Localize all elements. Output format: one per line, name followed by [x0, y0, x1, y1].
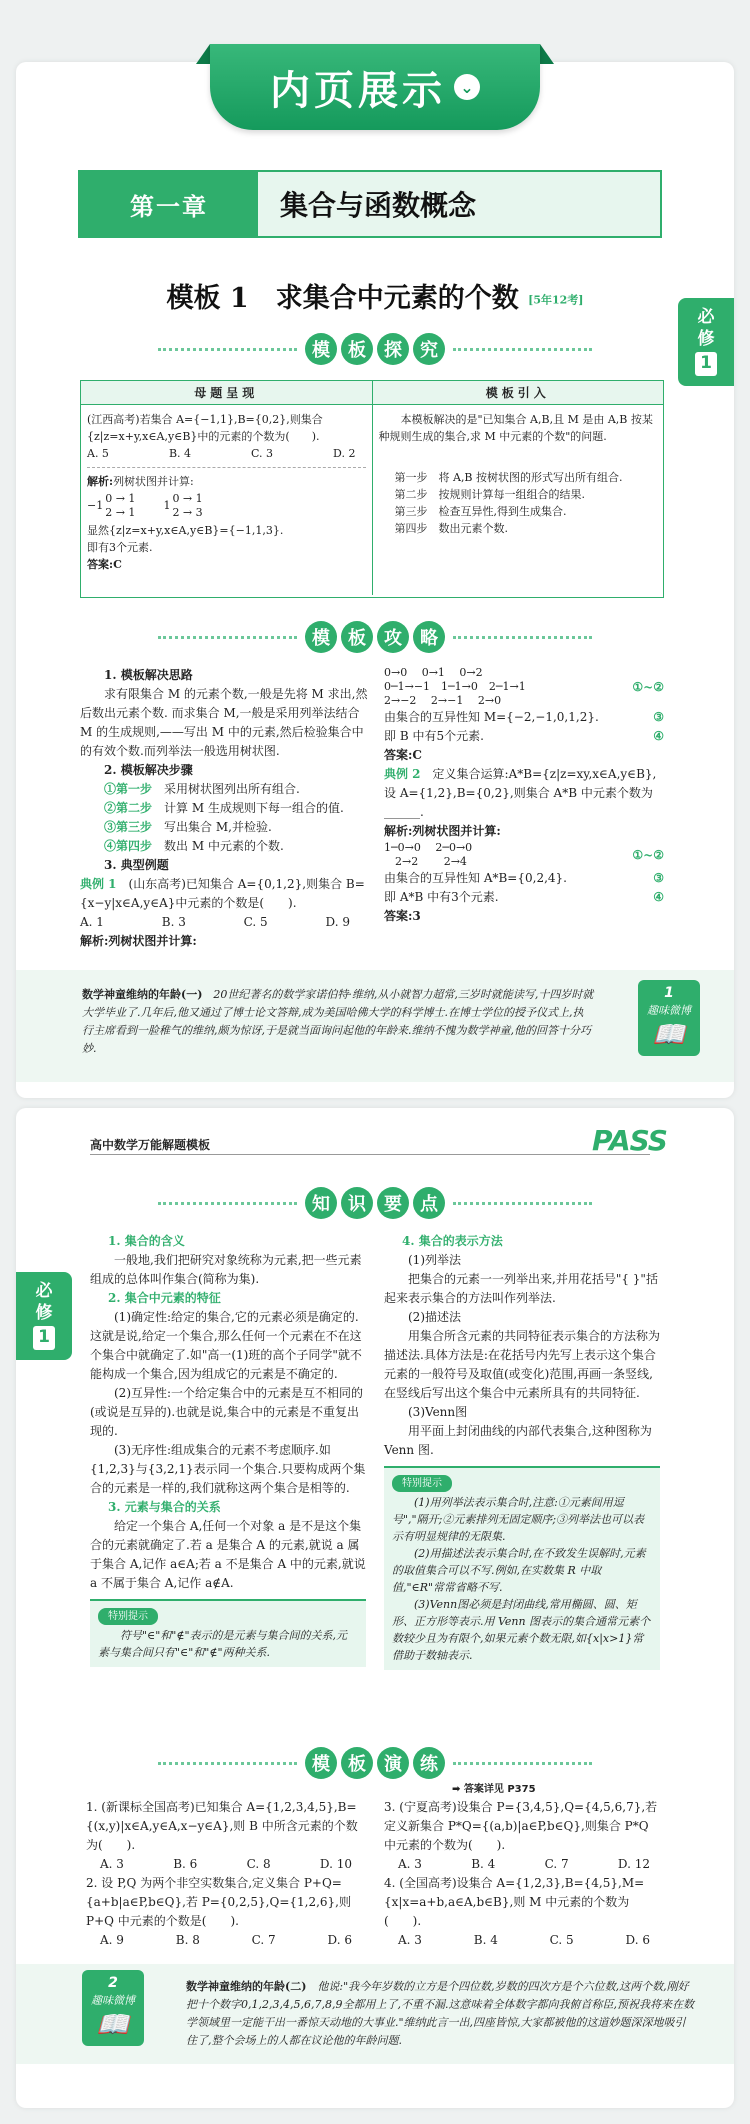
- heading-char: 点: [413, 1187, 445, 1219]
- heading-char: 要: [377, 1187, 409, 1219]
- option: C. 5: [549, 1933, 574, 1947]
- tip-text: 符号"∈"和"∉"表示的是元素与集合间的关系,元素与集合间只有"∈"和"∉"两种关系.: [98, 1629, 348, 1659]
- tree-diagram: 0→0 0→1 0→2 0─1→−1 1─1→0 2─1→1 2→−2 2→−1 2→0: [384, 666, 526, 707]
- sub-sub-heading: (1)列举法: [408, 1253, 461, 1267]
- paragraph: 用集合所含元素的共同特征表示集合的方法称为描述法.具体方法是:在花括号内先写上表示这个集合元素的一般符号及取值(或变化)范围,再画一条竖线,在竖线后写出这个集合中元素所具有的共同特征.: [384, 1329, 661, 1400]
- step-item: 第三步 检查互异性,得到生成集合.: [394, 505, 567, 518]
- table-header-problem: 母题呈现: [81, 381, 373, 404]
- divider: [453, 348, 592, 351]
- option: A. 9: [100, 1933, 124, 1947]
- badge-label: 趣味微博: [647, 1004, 691, 1017]
- analysis-line: 解析:列树状图并计算:: [384, 824, 501, 838]
- note-title: 数学神童维纳的年龄(一): [82, 988, 203, 1001]
- paragraph: (2)互异性:一个给定集合中的元素是互不相同的(或说是互异的).也就是说,集合中的元素是不重复出现的.: [90, 1386, 364, 1438]
- paragraph: (3)无序性:组成集合的元素不考虑顺序.如{1,2,3}与{3,2,1}表示同一个集合.只要构成两个集合的元素是一样的,我们就称这两个集合是相等的.: [90, 1443, 366, 1495]
- tip-text: (1)用列举法表示集合时,注意:①元素间用逗号","隔开;②元素排列无固定顺序;③列举法也可以表示有明显规律的无限集.: [392, 1496, 645, 1543]
- side-tab-char: 必: [697, 307, 715, 327]
- tip-tag: 特别提示: [98, 1608, 158, 1625]
- side-tab-required-1[interactable]: [678, 298, 734, 386]
- tip-tag: 特别提示: [392, 1475, 452, 1492]
- tree-branch: 0 → 1: [105, 492, 136, 505]
- step-item: 第二步 按规则计算每一组组合的结果.: [394, 488, 585, 501]
- answer-line: 答案:3: [384, 909, 421, 923]
- divider: [158, 1202, 297, 1205]
- result-line: 由集合的互异性知 M={−2,−1,0,1,2}.: [384, 710, 599, 724]
- fun-fact-note-1: [16, 970, 734, 1082]
- divider: [90, 1154, 650, 1155]
- heading-char: 识: [341, 1187, 373, 1219]
- option: A. 3: [398, 1857, 422, 1871]
- tree-root: 1: [163, 499, 171, 512]
- tree-branch: 0 → 1: [172, 492, 203, 505]
- heading-char: 探: [377, 333, 409, 365]
- paragraph: 把集合的元素一一列举出来,并用花括号"{ }"括起来表示集合的方法叫作列举法.: [384, 1272, 658, 1305]
- paragraph: 求有限集合 M 的元素个数,一般是先将 M 求出,然后数出元素个数. 而求集合 M,一般是采用列举法结合 M 的生成规则,——写出 M 中的元素,然后检验集合中的有效个数.而列举法一般选用树状图.: [80, 687, 368, 758]
- badge-label: 趣味微博: [91, 1994, 135, 2007]
- side-tab-required-1[interactable]: [16, 1272, 72, 1360]
- tree-diagram: [87, 490, 366, 522]
- result-line: 由集合的互异性知 A*B={0,2,4}.: [384, 871, 567, 885]
- step-mark: ①~②: [632, 679, 664, 694]
- fun-fact-note-2: [16, 1964, 734, 2064]
- tip-text: (3)Venn图必须是封闭曲线,常用椭圆、圆、矩形、正方形等表示.用 Venn 图表示的集合通常元素个数较少且为有限个,如果元素个数无限,如{x|x>1}常借助于数轴表示.: [392, 1598, 651, 1662]
- book-icon: 📖: [96, 2010, 130, 2040]
- side-tab-number: 1: [33, 1326, 55, 1350]
- option: B. 4: [473, 1933, 498, 1947]
- sub-heading: 3. 典型例题: [104, 858, 169, 872]
- step-text: 写出集合 M,并检验.: [164, 820, 272, 834]
- sub-heading: 4. 集合的表示方法: [402, 1234, 503, 1248]
- sub-sub-heading: (2)描述法: [408, 1310, 461, 1324]
- result-line: 即 B 中有5个元素.: [384, 729, 484, 743]
- section-heading-practice: [150, 1746, 600, 1780]
- answer-value: C: [113, 558, 122, 571]
- answer-reference-link[interactable]: ➡ 答案详见 P375: [452, 1784, 536, 1795]
- step-item: 第四步 数出元素个数.: [394, 522, 508, 535]
- heading-char: 模: [305, 333, 337, 365]
- heading-char: 板: [341, 1747, 373, 1779]
- tip-box: [384, 1466, 660, 1670]
- option: D. 6: [327, 1933, 352, 1947]
- heading-char: 演: [377, 1747, 409, 1779]
- table-header-intro: 模板引入: [485, 386, 550, 400]
- problem-text: (江西高考)若集合 A={−1,1},B={0,2},则集合{z|z=x+y,x∈A,y∈B}中的元素的个数为( ).: [87, 413, 323, 443]
- step-tag: ②第二步: [104, 801, 153, 815]
- step-mark: ①~②: [632, 847, 664, 862]
- divider: [158, 636, 297, 639]
- problem-column: [81, 405, 373, 595]
- example-text: (山东高考)已知集合 A={0,1,2},则集合 B={x−y|x∈A,y∈A}中元素的个数是( ).: [80, 877, 365, 910]
- running-header: 高中数学万能解题模板: [90, 1138, 211, 1152]
- side-tab-char: 修: [697, 329, 715, 349]
- option: B. 6: [173, 1857, 198, 1871]
- analysis-text: 列树状图并计算:: [113, 475, 194, 488]
- paragraph: 给定一个集合 A,任何一个对象 a 是不是这个集合的元素就确定了.若 a 是集合 A 的元素,就说 a 属于集合 A,记作 a∈A;若 a 不是集合 A 中的元素,就说 a 不属于集合 A,记作 a∉A.: [90, 1519, 366, 1590]
- weibo-badge: [638, 980, 700, 1056]
- option: A. 5: [87, 447, 109, 460]
- sub-heading: 2. 模板解决步骤: [104, 763, 193, 777]
- option: C. 7: [544, 1857, 569, 1871]
- option: D. 2: [333, 447, 356, 460]
- option: D. 9: [325, 915, 350, 929]
- badge-number: 1: [664, 985, 674, 1001]
- paragraph: 一般地,我们把研究对象统称为元素,把一些元素组成的总体叫作集合(简称为集).: [90, 1253, 362, 1286]
- step-text: 计算 M 生成规则下每一组合的值.: [164, 801, 344, 815]
- template-explore-table: [80, 380, 664, 598]
- step-mark: ④: [653, 729, 664, 743]
- step-mark: ④: [653, 890, 664, 904]
- header-banner: [210, 44, 540, 130]
- tree-root: −1: [87, 499, 104, 512]
- template-title: [0, 276, 750, 315]
- sub-sub-heading: (3)Venn图: [408, 1405, 468, 1419]
- book-icon: 📖: [652, 1020, 686, 1050]
- tree-diagram: 1─0→0 2─0→0 2→2 2→4: [384, 841, 473, 868]
- section-heading-explore: [150, 332, 600, 366]
- heading-char: 板: [341, 333, 373, 365]
- badge-number: 2: [108, 1975, 118, 1991]
- divider: [158, 1762, 297, 1765]
- chapter-title: 集合与函数概念: [280, 189, 477, 222]
- problem-options: [87, 445, 366, 462]
- answer-line: 答案:C: [384, 748, 422, 762]
- heading-char: 练: [413, 1747, 445, 1779]
- analysis-label: 解析:: [87, 475, 114, 488]
- divider: [453, 1762, 592, 1765]
- heading-char: 攻: [377, 621, 409, 653]
- step-mark: ③: [653, 871, 664, 885]
- option: D. 12: [617, 1857, 650, 1871]
- divider: [87, 467, 366, 468]
- exam-count-badge: [5年12考]: [528, 293, 584, 307]
- tree-branch: 2 → 1: [105, 506, 136, 519]
- conclusion-line: 显然{z|z=x+y,x∈A,y∈B}={−1,1,3}.: [87, 524, 284, 537]
- exercise-options: [384, 1931, 664, 1950]
- side-tab-number: 1: [695, 352, 717, 376]
- sub-heading: 3. 元素与集合的关系: [108, 1500, 221, 1514]
- example-text: 定义集合运算:A*B={z|z=xy,x∈A,y∈B},设 A={1,2},B={0,2},则集合 A*B 中元素个数为______.: [384, 767, 657, 819]
- intro-column: [373, 405, 664, 595]
- section-heading-knowledge: [150, 1186, 600, 1220]
- option: A. 3: [398, 1933, 422, 1947]
- tip-text: (2)用描述法表示集合时,在不致发生误解时,元素的取值集合可以不写.例如,在实数集 R 中取值,"∈R"常常省略不写.: [392, 1547, 646, 1594]
- intro-text: 本模板解决的是"已知集合 A,B,且 M 是由 A,B 按某种规则生成的集合,求 M 中元素的个数"的问题.: [378, 413, 653, 443]
- option: C. 5: [243, 915, 268, 929]
- banner-title: 内页展示: [270, 67, 446, 114]
- tree-branch: 2 → 3: [172, 506, 203, 519]
- result-line: 即 A*B 中有3个元素.: [384, 890, 499, 904]
- paragraph: (1)确定性:给定的集合,它的元素必须是确定的.这就是说,给定一个集合,那么任何一个元素在不在这个集合中就确定了.如"高一(1)班的高个子同学"就不能构成一个集合,因为组成它的元素是不确定的.: [90, 1310, 362, 1381]
- step-list: [80, 780, 370, 856]
- example-tag: 典例 1: [80, 877, 117, 891]
- tree-row: [384, 841, 664, 869]
- template-title-text: 模板 1 求集合中元素的个数: [166, 283, 519, 314]
- chapter-number: 第一章: [80, 172, 258, 236]
- step-tag: ③第三步: [104, 820, 153, 834]
- exercise-options: [86, 1855, 366, 1874]
- heading-char: 模: [305, 1747, 337, 1779]
- option: D. 6: [625, 1933, 650, 1947]
- note-title: 数学神童维纳的年龄(二): [186, 1980, 307, 1993]
- knowledge-left-column: [90, 1232, 366, 1667]
- step-text: 数出 M 中元素的个数.: [164, 839, 284, 853]
- exercise-options: [384, 1855, 664, 1874]
- option: B. 4: [168, 447, 192, 460]
- side-tab-char: 修: [35, 1303, 53, 1323]
- sub-heading: 2. 集合中元素的特征: [108, 1291, 221, 1305]
- example-tag: 典例 2: [384, 767, 421, 781]
- step-tag: ①第一步: [104, 782, 153, 796]
- sub-heading: 1. 集合的含义: [108, 1234, 185, 1248]
- step-mark: ③: [653, 710, 664, 724]
- tree-row: [384, 666, 664, 708]
- knowledge-right-column: [384, 1232, 660, 1670]
- example-options: [80, 913, 370, 932]
- conclusion-line: 即有3个元素.: [87, 541, 153, 554]
- exercise-question: 4. (全国高考)设集合 A={1,2,3},B={4,5},M={x|x=a+b,a∈A,b∈B},则 M 中元素的个数为( ).: [384, 1876, 645, 1928]
- exercise-question: 3. (宁夏高考)设集合 P={3,4,5},Q={4,5,6,7},若定义新集合 P*Q={(a,b)|a∈P,b∈Q},则集合 P*Q 中元素的个数为( ).: [384, 1800, 658, 1852]
- intro-steps: [379, 469, 658, 537]
- chapter-bar: [78, 170, 662, 238]
- option: D. 10: [319, 1857, 352, 1871]
- divider: [158, 348, 297, 351]
- sub-heading: 1. 模板解决思路: [104, 668, 193, 682]
- step-tag: ④第四步: [104, 839, 153, 853]
- heading-char: 板: [341, 621, 373, 653]
- heading-char: 究: [413, 333, 445, 365]
- pass-logo: PASS: [592, 1124, 667, 1157]
- option: B. 3: [161, 915, 186, 929]
- practice-left-column: [86, 1798, 366, 1950]
- practice-right-column: [384, 1798, 664, 1950]
- exercise-options: [86, 1931, 366, 1950]
- chevron-down-icon[interactable]: ⌄: [454, 74, 480, 100]
- note-text: 20世纪著名的数学家诺伯特·维纳,从小就智力超常,三岁时就能读写,十四岁时就大学毕业了.几年后,他又通过了博士论文答辩,成为美国哈佛大学的科学博士.在博士学位的授予仪式上,执行主席看到一脸稚气的维纳,颇为惊讶,于是就当面询问起他的年龄来.维纳不愧为数学神童,他的回答十分巧妙.: [82, 988, 594, 1055]
- divider: [453, 1202, 592, 1205]
- step-text: 采用树状图列出所有组合.: [164, 782, 300, 796]
- side-tab-char: 必: [35, 1281, 53, 1301]
- weibo-badge: [82, 1970, 144, 2046]
- option: B. 4: [471, 1857, 496, 1871]
- tip-box: [90, 1599, 366, 1667]
- option: C. 3: [251, 447, 274, 460]
- divider: [453, 636, 592, 639]
- paragraph: 用平面上封闭曲线的内部代表集合,这种图称为 Venn 图.: [384, 1424, 652, 1457]
- heading-char: 知: [305, 1187, 337, 1219]
- exercise-question: 1. (新课标全国高考)已知集合 A={1,2,3,4,5},B={(x,y)|x∈A,y∈A,x−y∈A},则 B 中所含元素的个数为( ).: [86, 1800, 358, 1852]
- heading-char: 模: [305, 621, 337, 653]
- section-heading-strategy: [150, 620, 600, 654]
- option: C. 7: [251, 1933, 276, 1947]
- option: B. 8: [175, 1933, 200, 1947]
- option: C. 8: [246, 1857, 271, 1871]
- note-text: 他说:"我今年岁数的立方是个四位数,岁数的四次方是个六位数,这两个数,刚好把十个数字0,1,2,3,4,5,6,7,8,9全都用上了,不重不漏.这意味着全体数字都向我俯首称臣,预祝我将来在数学领域里一定能干出一番惊天动地的大事业."维纳此言一出,四座皆惊,大家都被他的这道妙题深深地吸引住了,整个会场上的人都在议论他的年龄问题.: [186, 1980, 694, 2047]
- heading-char: 略: [413, 621, 445, 653]
- strategy-left-column: [80, 666, 370, 951]
- strategy-right-column: [384, 666, 664, 926]
- answer-label: 答案:: [87, 558, 114, 571]
- analysis-line: 解析:列树状图并计算:: [80, 934, 197, 948]
- option: A. 3: [100, 1857, 124, 1871]
- option: A. 1: [80, 915, 104, 929]
- exercise-question: 2. 设 P,Q 为两个非空实数集合,定义集合 P+Q={a+b|a∈P,b∈Q},若 P={0,2,5},Q={1,2,6},则 P+Q 中元素的个数是( ).: [86, 1876, 351, 1928]
- step-item: 第一步 将 A,B 按树状图的形式写出所有组合.: [394, 471, 623, 484]
